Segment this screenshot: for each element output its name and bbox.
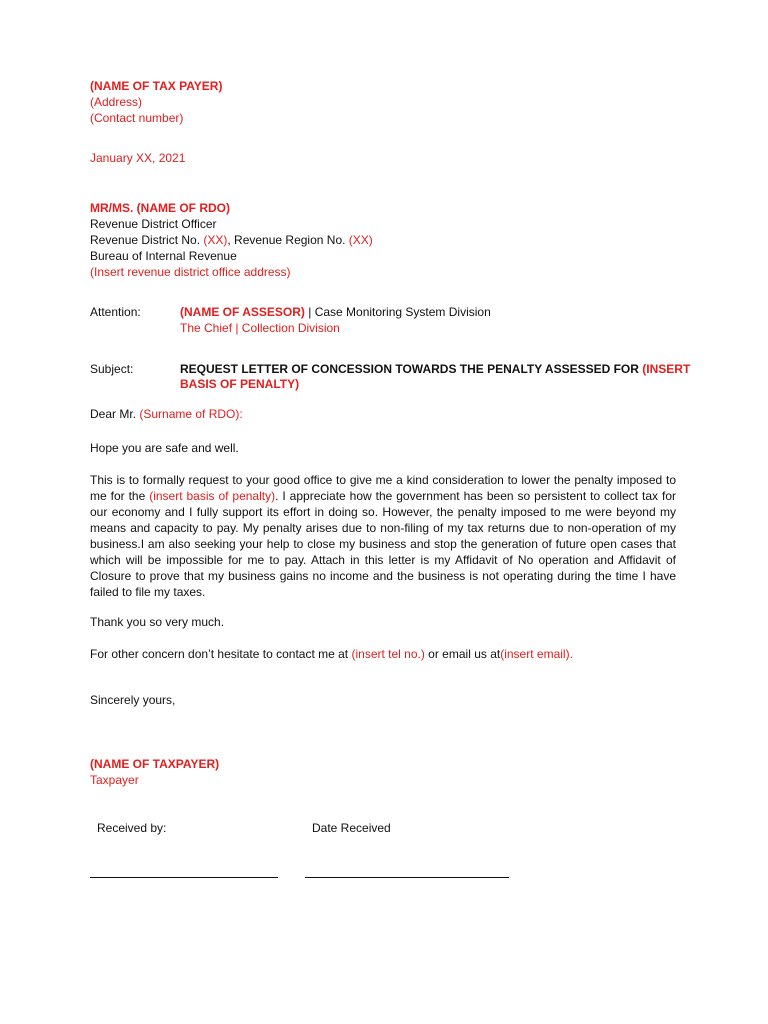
attention-label: Attention: [90, 305, 141, 319]
received-by-line [90, 877, 278, 878]
recipient-bureau: Bureau of Internal Revenue [90, 249, 237, 263]
letter-date: January XX, 2021 [90, 151, 186, 165]
contact-part-2: or email us at [424, 647, 501, 661]
subject-line1 [180, 361, 690, 377]
body-part-1: This is to formally request to your good office to give me a kind consideration to lower the penalty imposed to me for the [90, 473, 676, 503]
received-by-label: Received by: [97, 821, 167, 835]
region-value: (XX) [348, 233, 373, 247]
attention-line1 [180, 304, 491, 320]
thanks-line: Thank you so very much. [90, 615, 225, 629]
closing: Sincerely yours, [90, 693, 176, 707]
signature-role: Taxpayer [90, 773, 139, 787]
recipient-district [90, 232, 373, 248]
sender-address: (Address) [90, 95, 143, 109]
recipient-title: Revenue District Officer [90, 217, 217, 231]
sender-name: (NAME OF TAX PAYER) [90, 79, 223, 93]
date-received-line [305, 877, 509, 878]
contact-email: (insert email). [500, 647, 573, 661]
district-prefix: Revenue District No. [90, 233, 204, 247]
district-value: (XX) [203, 233, 228, 247]
subject-text: REQUEST LETTER OF CONCESSION TOWARDS THE PENALTY ASSESSED FOR [180, 362, 643, 376]
contact-part-1: For other concern don’t hesitate to contact me at [90, 647, 352, 661]
salutation-name: (Surname of RDO): [139, 407, 243, 421]
body-placeholder: (insert basis of penalty) [149, 489, 276, 503]
date-received-label: Date Received [312, 821, 391, 835]
signature-name: (NAME OF TAXPAYER) [90, 757, 220, 771]
contact-tel: (insert tel no.) [351, 647, 425, 661]
body-part-2: . I appreciate how the government has been so persistent to collect tax for our economy and I fully support its effort in doing so. However, the penalty imposed to me were beyond my means and capacity to pay. My penalty arises due to non-filing of my tax returns due to non-operation of my business.I am also seeking your help to close my business and stop the generation of future open cases that which will be impossible for me to pay. Attach in this letter is my Affidavit of No operation and Affidavit of Closure to prove that my business gains no income and the business is not operating during the time I have failed to file my taxes. [90, 489, 676, 599]
contact-line [90, 646, 573, 662]
attention-line2: The Chief | Collection Division [180, 321, 340, 335]
recipient-name: MR/MS. (NAME OF RDO) [90, 201, 230, 215]
subject-placeholder-1: (INSERT [642, 362, 691, 376]
attention-assessor: (NAME OF ASSESOR) [180, 305, 305, 319]
sender-contact: (Contact number) [90, 111, 184, 125]
subject-placeholder-2: BASIS OF PENALTY) [180, 377, 300, 391]
recipient-address: (Insert revenue district office address) [90, 265, 291, 279]
salutation-prefix: Dear Mr. [90, 407, 140, 421]
salutation [90, 406, 243, 422]
subject-label: Subject: [90, 362, 134, 376]
region-prefix: , Revenue Region No. [227, 233, 349, 247]
attention-division: | Case Monitoring System Division [304, 305, 491, 319]
greeting: Hope you are safe and well. [90, 441, 239, 455]
body-paragraph [90, 472, 676, 600]
